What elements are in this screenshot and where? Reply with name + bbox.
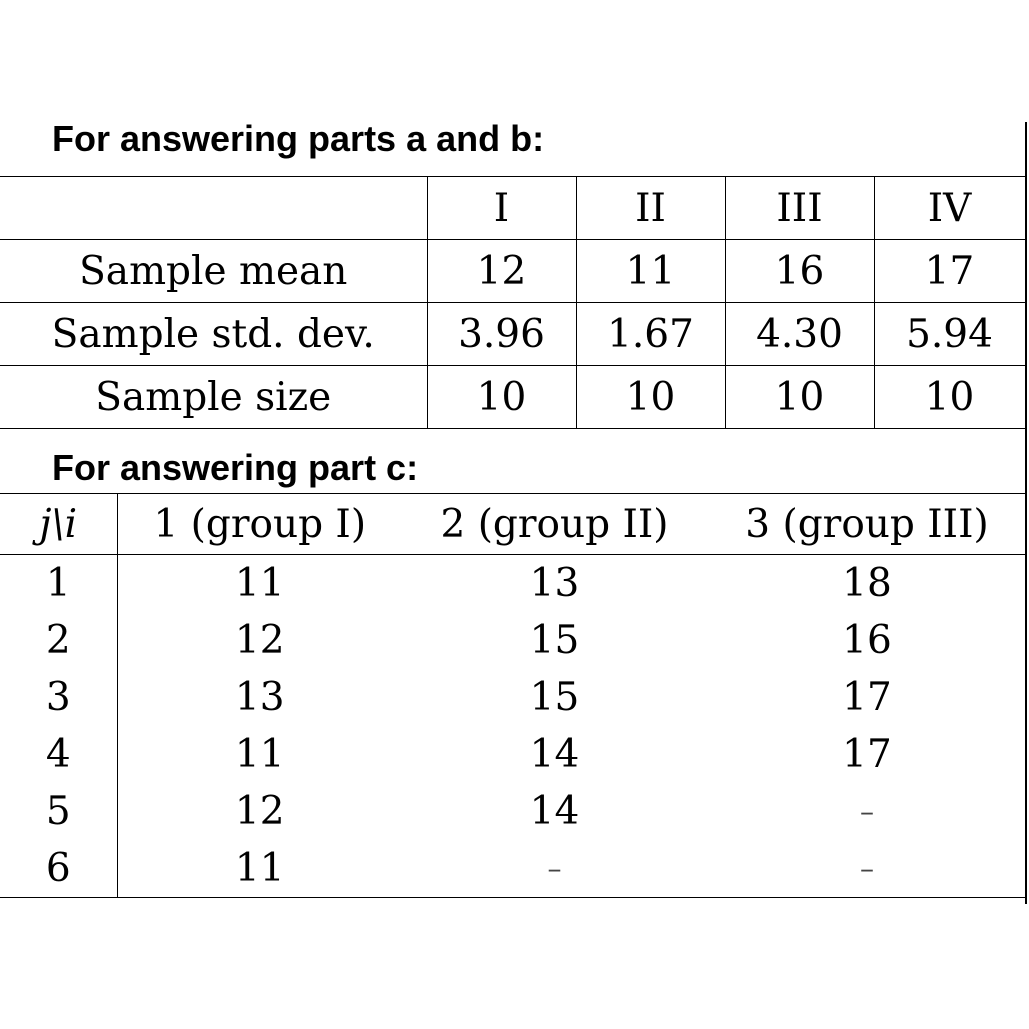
row-index: 6	[0, 840, 117, 898]
column-header: IV	[874, 177, 1025, 240]
table-cell: 3.96	[427, 303, 576, 366]
row-index: 4	[0, 726, 117, 783]
table-cell: 10	[874, 366, 1025, 429]
table-row	[0, 612, 1027, 669]
column-header: 1 (group I)	[117, 494, 402, 555]
column-header: III	[725, 177, 874, 240]
table-cell: 17	[842, 732, 892, 777]
table-row	[0, 240, 1025, 303]
table-cell: 10	[725, 366, 874, 429]
table-cell: 1.67	[576, 303, 725, 366]
table-row	[0, 669, 1027, 726]
table-cell: 12	[427, 240, 576, 303]
row-index: 3	[0, 669, 117, 726]
table-cell: 17	[874, 240, 1025, 303]
group-observations-table	[0, 493, 1027, 898]
table-cell: 12	[234, 618, 285, 663]
table-row	[0, 366, 1025, 429]
column-header: II	[576, 177, 725, 240]
table-cell: 13	[234, 675, 285, 720]
row-label: Sample mean	[0, 240, 427, 303]
table-cell: 13	[529, 561, 580, 606]
table-cell: 12	[234, 789, 285, 834]
table-row	[0, 783, 1027, 840]
table-row	[0, 303, 1025, 366]
table-cell: 16	[725, 240, 874, 303]
row-index: 5	[0, 783, 117, 840]
empty-cell-dash: –	[402, 840, 707, 898]
column-header: 3 (group III)	[707, 494, 1027, 555]
table-cell: 11	[234, 732, 285, 777]
table-cell: 5.94	[874, 303, 1025, 366]
part-ab-heading: For answering parts a and b:	[52, 118, 545, 159]
table-cell: 11	[117, 840, 402, 898]
table-cell: 11	[234, 561, 285, 606]
table-cell: 15	[529, 618, 580, 663]
table-cell: 4.30	[725, 303, 874, 366]
corner-cell	[0, 177, 427, 240]
column-header: 2 (group II)	[402, 494, 707, 555]
table-row	[0, 726, 1027, 783]
empty-cell-dash: –	[707, 840, 1027, 898]
summary-stats-table	[0, 176, 1026, 429]
table-cell: 16	[842, 618, 892, 663]
table-cell: 14	[529, 789, 580, 834]
row-index: 2	[0, 612, 117, 669]
corner-label: j\i	[0, 494, 117, 555]
table-cell: 15	[529, 675, 580, 720]
table-header-row	[0, 177, 1025, 240]
row-label: Sample std. dev.	[0, 303, 427, 366]
table-cell: 11	[576, 240, 725, 303]
table-cell: 10	[576, 366, 725, 429]
right-border-line	[1025, 122, 1027, 904]
table-header-row	[0, 494, 1027, 555]
empty-cell-dash: –	[860, 795, 874, 828]
table-cell: 10	[427, 366, 576, 429]
row-label: Sample size	[0, 366, 427, 429]
row-index: 1	[0, 555, 117, 613]
table-cell: 17	[842, 675, 892, 720]
table-cell: 18	[842, 561, 892, 606]
table-row	[0, 555, 1027, 613]
part-c-heading: For answering part c:	[52, 447, 419, 488]
column-header: I	[427, 177, 576, 240]
table-row	[0, 840, 1027, 898]
table-cell: 14	[529, 732, 580, 777]
